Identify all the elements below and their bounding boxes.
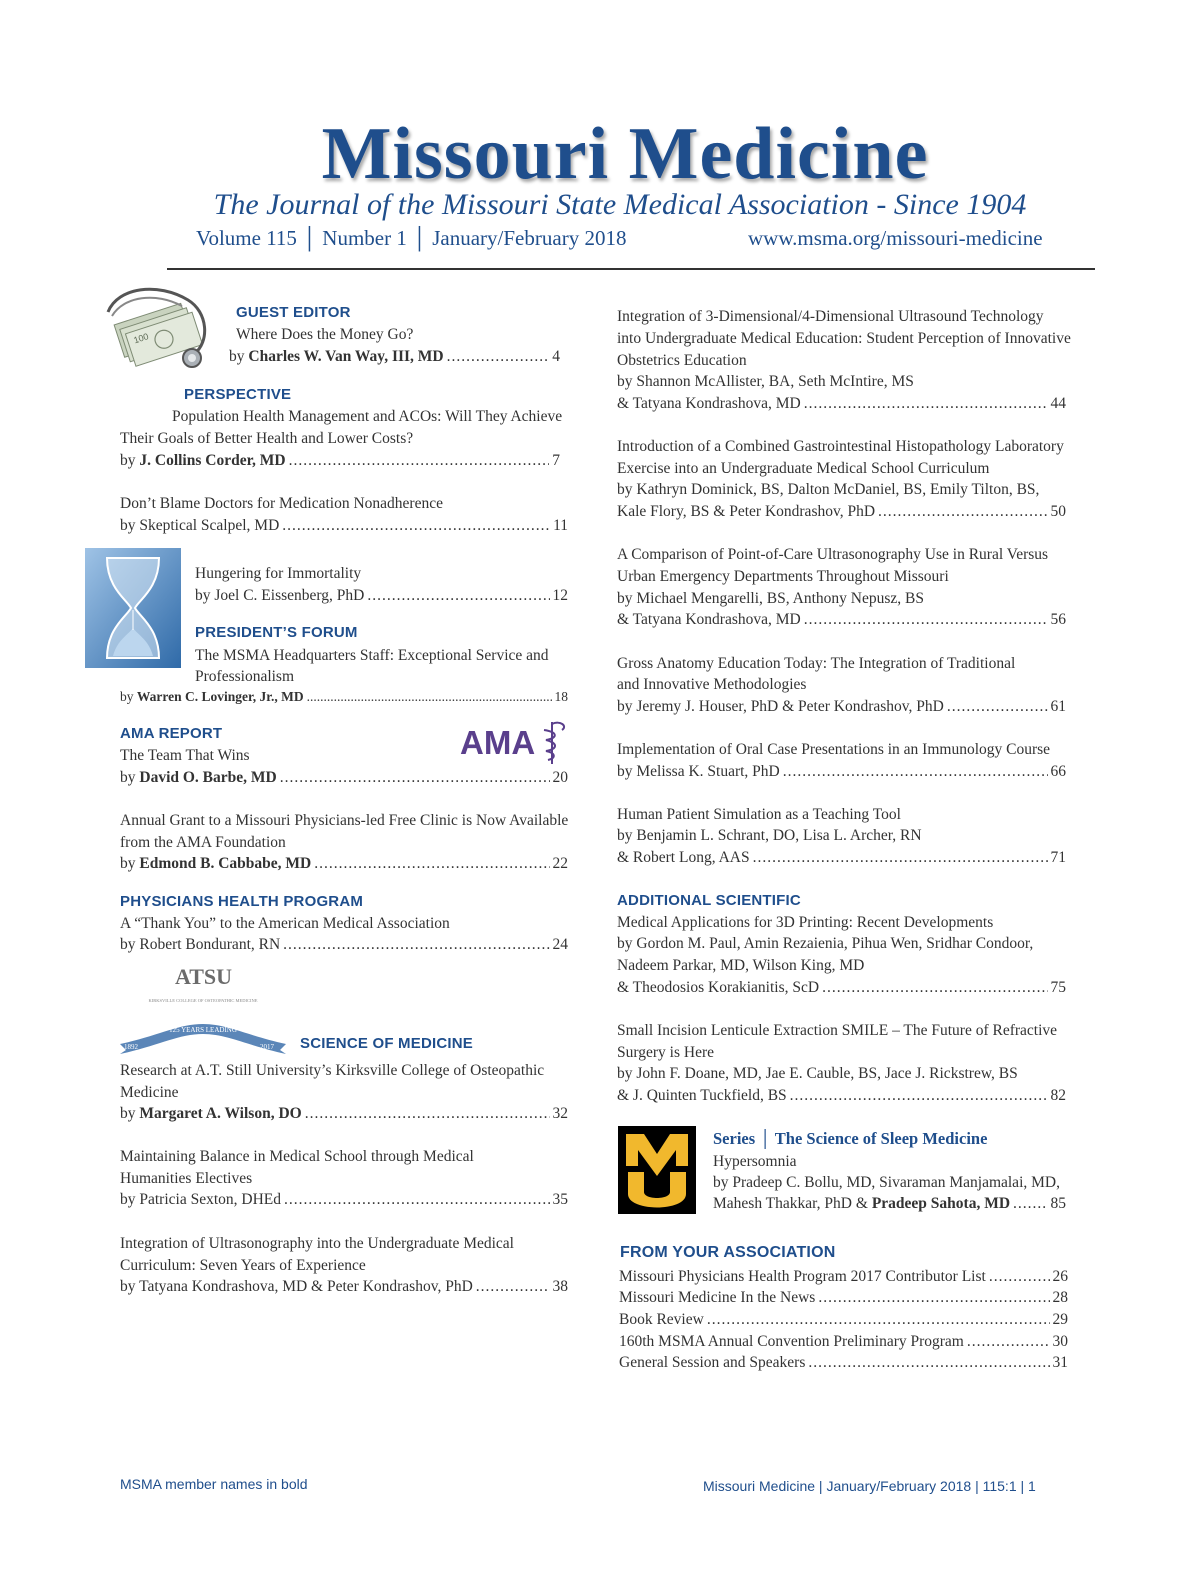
ama-logo <box>458 718 570 766</box>
byline: & Robert Long, AAS <box>617 849 750 866</box>
toc-entry-pocus[interactable] <box>617 609 1066 631</box>
byline-prefix: by <box>120 769 140 786</box>
article-title[interactable]: Integration of Ultrasonography into the Undergraduate Medical <box>120 1235 514 1252</box>
hourglass-image <box>85 548 181 668</box>
leader-dots <box>967 1331 1050 1353</box>
leader-dots <box>818 1287 1049 1309</box>
section-heading-association: FROM YOUR ASSOCIATION <box>620 1244 836 1261</box>
author-name: David O. Barbe, MD <box>139 769 277 786</box>
leader-dots <box>280 767 550 789</box>
byline: by Skeptical Scalpel, MD <box>120 517 280 534</box>
article-title-cont[interactable]: Humanities Electives <box>120 1170 253 1187</box>
toc-entry-ultrasonography[interactable] <box>120 1276 568 1298</box>
author-name: J. Collins Corder, MD <box>139 452 286 469</box>
footer-note: MSMA member names in bold <box>120 1476 308 1492</box>
leader-dots <box>804 609 1048 631</box>
article-title[interactable]: Maintaining Balance in Medical School through Medical <box>120 1148 474 1165</box>
byline: by Gordon M. Paul, Amin Rezaienia, Pihua Wen, Sridhar Condoor, <box>617 935 1034 952</box>
article-title: Missouri Medicine In the News <box>619 1289 816 1306</box>
page-number: 56 <box>1050 611 1066 628</box>
toc-entry-perspective[interactable] <box>120 450 560 472</box>
byline: by Shannon McAllister, BA, Seth McIntire, MS <box>617 373 914 390</box>
section-heading-perspective: PERSPECTIVE <box>184 386 292 403</box>
article-title-cont[interactable]: Urban Emergency Departments Throughout Missouri <box>617 568 949 585</box>
author-name: Edmond B. Cabbabe, MD <box>139 855 312 872</box>
byline: by Benjamin L. Schrant, DO, Lisa L. Archer, RN <box>617 827 922 844</box>
article-title[interactable]: The Team That Wins <box>120 747 250 764</box>
article-title[interactable]: Where Does the Money Go? <box>236 326 414 343</box>
page-number: 20 <box>552 769 568 786</box>
page-number: 44 <box>1050 395 1066 412</box>
leader-dots <box>289 450 550 472</box>
toc-entry-simulation[interactable] <box>617 847 1066 869</box>
journal-url[interactable]: www.msma.org/missouri-medicine <box>748 226 1043 250</box>
atsu-logo <box>118 960 288 1056</box>
article-title[interactable]: Small Incision Lenticule Extraction SMILE – The Future of Refractive <box>617 1022 1058 1039</box>
toc-entry-association[interactable] <box>619 1331 1068 1353</box>
byline: by Jeremy J. Houser, PhD & Peter Kondrashov, PhD <box>617 698 944 715</box>
atsu-logo-banner: 125 YEARS LEADING <box>169 1026 237 1034</box>
toc-entry-association[interactable] <box>619 1309 1068 1331</box>
article-title[interactable]: Integration of 3-Dimensional/4-Dimensional Ultrasound Technology <box>617 308 1044 325</box>
page-number: 61 <box>1050 698 1066 715</box>
leader-dots <box>989 1266 1050 1288</box>
leader-dots <box>753 847 1048 869</box>
journal-subtitle: The Journal of the Missouri State Medical Association - Since 1904 <box>213 188 1027 221</box>
money-stethoscope-image <box>98 282 218 382</box>
article-title[interactable]: Introduction of a Combined Gastrointestinal Histopathology Laboratory <box>617 438 1064 455</box>
page-number: 4 <box>552 348 560 365</box>
toc-entry-presidents-forum[interactable] <box>120 686 568 708</box>
toc-entry-ultrasound3d[interactable] <box>617 393 1066 415</box>
atsu-logo-college: KIRKSVILLE COLLEGE OF OSTEOPATHIC MEDICINE <box>148 998 258 1003</box>
leader-dots <box>447 346 550 368</box>
leader-dots <box>284 1189 549 1211</box>
page-number: 71 <box>1050 849 1066 866</box>
ama-logo-text: AMA <box>460 724 536 761</box>
byline-prefix: by <box>120 452 140 469</box>
article-title-cont[interactable]: Curriculum: Seven Years of Experience <box>120 1257 366 1274</box>
toc-entry-association[interactable] <box>619 1287 1068 1309</box>
article-title[interactable]: Medical Applications for 3D Printing: Recent Developments <box>617 914 994 931</box>
article-title[interactable]: Research at A.T. Still University’s Kirksville College of Osteopathic <box>120 1062 545 1079</box>
byline-prefix: by <box>229 348 249 365</box>
article-title[interactable]: The MSMA Headquarters Staff: Exceptional Service and <box>195 647 549 664</box>
toc-entry-smile[interactable] <box>617 1085 1066 1107</box>
page-number: 12 <box>552 587 568 604</box>
leader-dots <box>476 1276 550 1298</box>
page-number: 18 <box>554 689 568 704</box>
toc-entry-nonadherence[interactable] <box>120 515 568 537</box>
page-number: 38 <box>552 1278 568 1295</box>
leader-dots <box>1013 1193 1047 1215</box>
article-title[interactable]: Annual Grant to a Missouri Physicians-led Free Clinic is Now Available <box>120 812 569 829</box>
byline: by Patricia Sexton, DHEd <box>120 1191 282 1208</box>
author-name: Charles W. Van Way, III, MD <box>248 348 444 365</box>
leader-dots <box>947 696 1048 718</box>
byline: & Tatyana Kondrashova, MD <box>617 611 801 628</box>
toc-entry-ama-report[interactable] <box>120 767 568 789</box>
page-number: 26 <box>1052 1268 1068 1285</box>
page-number: 75 <box>1050 979 1066 996</box>
section-heading-additional-scientific: ADDITIONAL SCIENTIFIC <box>617 892 801 909</box>
byline-prefix: by <box>120 855 140 872</box>
byline: Kale Flory, BS & Peter Kondrashov, PhD <box>617 503 876 520</box>
leader-dots <box>790 1085 1048 1107</box>
page-number: 30 <box>1052 1333 1068 1350</box>
byline-prefix: Mahesh Thakkar, PhD & <box>713 1195 872 1212</box>
leader-dots <box>783 761 1048 783</box>
toc-entry-histopath[interactable] <box>617 501 1066 523</box>
atsu-logo-name: ATSU <box>175 964 233 989</box>
toc-entry-immortality[interactable] <box>195 585 568 607</box>
article-title-cont[interactable]: Professionalism <box>195 668 295 685</box>
article-title: Missouri Physicians Health Program 2017 Contributor List <box>619 1268 986 1285</box>
article-title-cont[interactable]: Their Goals of Better Health and Lower Costs? <box>120 430 414 447</box>
section-heading-science: SCIENCE OF MEDICINE <box>300 1035 473 1052</box>
byline: & Theodosios Korakianitis, ScD <box>617 979 820 996</box>
leader-dots <box>307 686 552 708</box>
page-number: 22 <box>552 855 568 872</box>
mizzou-logo <box>618 1126 696 1214</box>
toc-entry-balance[interactable] <box>120 1189 568 1211</box>
article-title: Book Review <box>619 1311 704 1328</box>
byline: by Joel C. Eissenberg, PhD <box>195 587 365 604</box>
page-number: 31 <box>1052 1354 1068 1371</box>
leader-dots <box>804 393 1048 415</box>
article-title[interactable]: Hypersomnia <box>713 1153 797 1170</box>
toc-entry-annual-grant[interactable] <box>120 853 568 875</box>
byline-prefix: by <box>120 1105 140 1122</box>
leader-dots <box>822 977 1047 999</box>
author-name: Warren C. Lovinger, Jr., MD <box>136 689 304 704</box>
article-title-cont[interactable]: Obstetrics Education <box>617 352 747 369</box>
byline: by Michael Mengarelli, BS, Anthony Nepusz, BS <box>617 590 924 607</box>
section-heading-ama-report: AMA REPORT <box>120 725 223 742</box>
leader-dots <box>367 585 549 607</box>
journal-title: Missouri Medicine <box>321 113 929 195</box>
leader-dots <box>283 934 549 956</box>
article-title[interactable]: Gross Anatomy Education Today: The Integration of Traditional <box>617 655 1016 672</box>
page-number: 29 <box>1052 1311 1068 1328</box>
author-name: Pradeep Sahota, MD <box>871 1195 1011 1212</box>
article-title[interactable]: A Comparison of Point-of-Care Ultrasonography Use in Rural Versus <box>617 546 1049 563</box>
article-title[interactable]: Human Patient Simulation as a Teaching Tool <box>617 806 901 823</box>
page-number: 32 <box>552 1105 568 1122</box>
toc-entry-association[interactable] <box>619 1352 1068 1374</box>
atsu-logo-year-left: 1892 <box>124 1043 138 1051</box>
byline-cont: Nadeem Parkar, MD, Wilson King, MD <box>617 957 865 974</box>
byline: by Robert Bondurant, RN <box>120 936 281 953</box>
toc-entry-association[interactable] <box>619 1266 1068 1288</box>
page-number: 7 <box>552 452 560 469</box>
leader-dots <box>314 853 549 875</box>
page-number: 24 <box>552 936 568 953</box>
toc-entry-additional[interactable] <box>617 977 1066 999</box>
page-number: 85 <box>1050 1195 1066 1212</box>
atsu-logo-year-right: 2017 <box>260 1043 274 1051</box>
article-title[interactable]: Don’t Blame Doctors for Medication Nonadherence <box>120 495 443 512</box>
article-title-cont[interactable]: Surgery is Here <box>617 1044 714 1061</box>
section-heading-php: PHYSICIANS HEALTH PROGRAM <box>120 893 364 910</box>
byline: & Tatyana Kondrashova, MD <box>617 395 801 412</box>
page-number: 11 <box>553 517 568 534</box>
byline: & J. Quinten Tuckfield, BS <box>617 1087 787 1104</box>
byline: by Melissa K. Stuart, PhD <box>617 763 780 780</box>
byline: by Kathryn Dominick, BS, Dalton McDaniel, BS, Emily Tilton, BS, <box>617 481 1040 498</box>
series-heading: Series │ The Science of Sleep Medicine <box>713 1129 988 1148</box>
page-number: 66 <box>1050 763 1066 780</box>
leader-dots <box>305 1103 550 1125</box>
article-title[interactable]: Population Health Management and ACOs: Will They Achieve <box>172 408 563 425</box>
byline: by Tatyana Kondrashova, MD & Peter Kondrashov, PhD <box>120 1278 473 1295</box>
byline: by John F. Doane, MD, Jae E. Cauble, BS, Jace J. Rickstrew, BS <box>617 1065 1018 1082</box>
article-title: 160th MSMA Annual Convention Preliminary Program <box>619 1333 964 1350</box>
section-heading-presidents-forum: PRESIDENT’S FORUM <box>195 624 358 641</box>
footer-folio: Missouri Medicine | January/February 2018 | 115:1 | 1 <box>703 1478 1036 1494</box>
article-title-cont[interactable]: into Undergraduate Medical Education: Student Perception of Innovative <box>617 330 1071 347</box>
byline-prefix: by <box>120 689 137 704</box>
svg-text:100: 100 <box>132 331 150 346</box>
article-title-cont[interactable]: from the AMA Foundation <box>120 834 286 851</box>
toc-entry-php[interactable] <box>120 934 568 956</box>
masthead-rule <box>167 268 1095 270</box>
section-heading-guest-editor: GUEST EDITOR <box>236 304 351 321</box>
page-number: 35 <box>552 1191 568 1208</box>
leader-dots <box>878 501 1047 523</box>
article-title-cont[interactable]: and Innovative Methodologies <box>617 676 807 693</box>
toc-entry-anatomy[interactable] <box>617 696 1066 718</box>
toc-entry-guest-editor[interactable] <box>229 346 560 368</box>
article-title-cont[interactable]: Exercise into an Undergraduate Medical School Curriculum <box>617 460 990 477</box>
leader-dots <box>282 515 550 537</box>
author-name: Margaret A. Wilson, DO <box>139 1105 302 1122</box>
leader-dots <box>808 1352 1049 1374</box>
page-number: 50 <box>1050 503 1066 520</box>
article-title-cont[interactable]: Medicine <box>120 1084 179 1101</box>
toc-entry-science[interactable] <box>120 1103 568 1125</box>
toc-entry-oral-case[interactable] <box>617 761 1066 783</box>
article-title[interactable]: A “Thank You” to the American Medical Association <box>120 915 450 932</box>
page-number: 28 <box>1052 1289 1068 1306</box>
article-title[interactable]: Implementation of Oral Case Presentations in an Immunology Course <box>617 741 1051 758</box>
article-title[interactable]: Hungering for Immortality <box>195 565 362 582</box>
issue-info: Volume 115 │ Number 1 │ January/February 2018 <box>196 226 627 250</box>
byline: by Pradeep C. Bollu, MD, Sivaraman Manjamalai, MD, <box>713 1174 1060 1191</box>
article-title: General Session and Speakers <box>619 1354 806 1371</box>
leader-dots <box>707 1309 1050 1331</box>
page-number: 82 <box>1050 1087 1066 1104</box>
toc-entry-sleep[interactable] <box>713 1193 1066 1215</box>
